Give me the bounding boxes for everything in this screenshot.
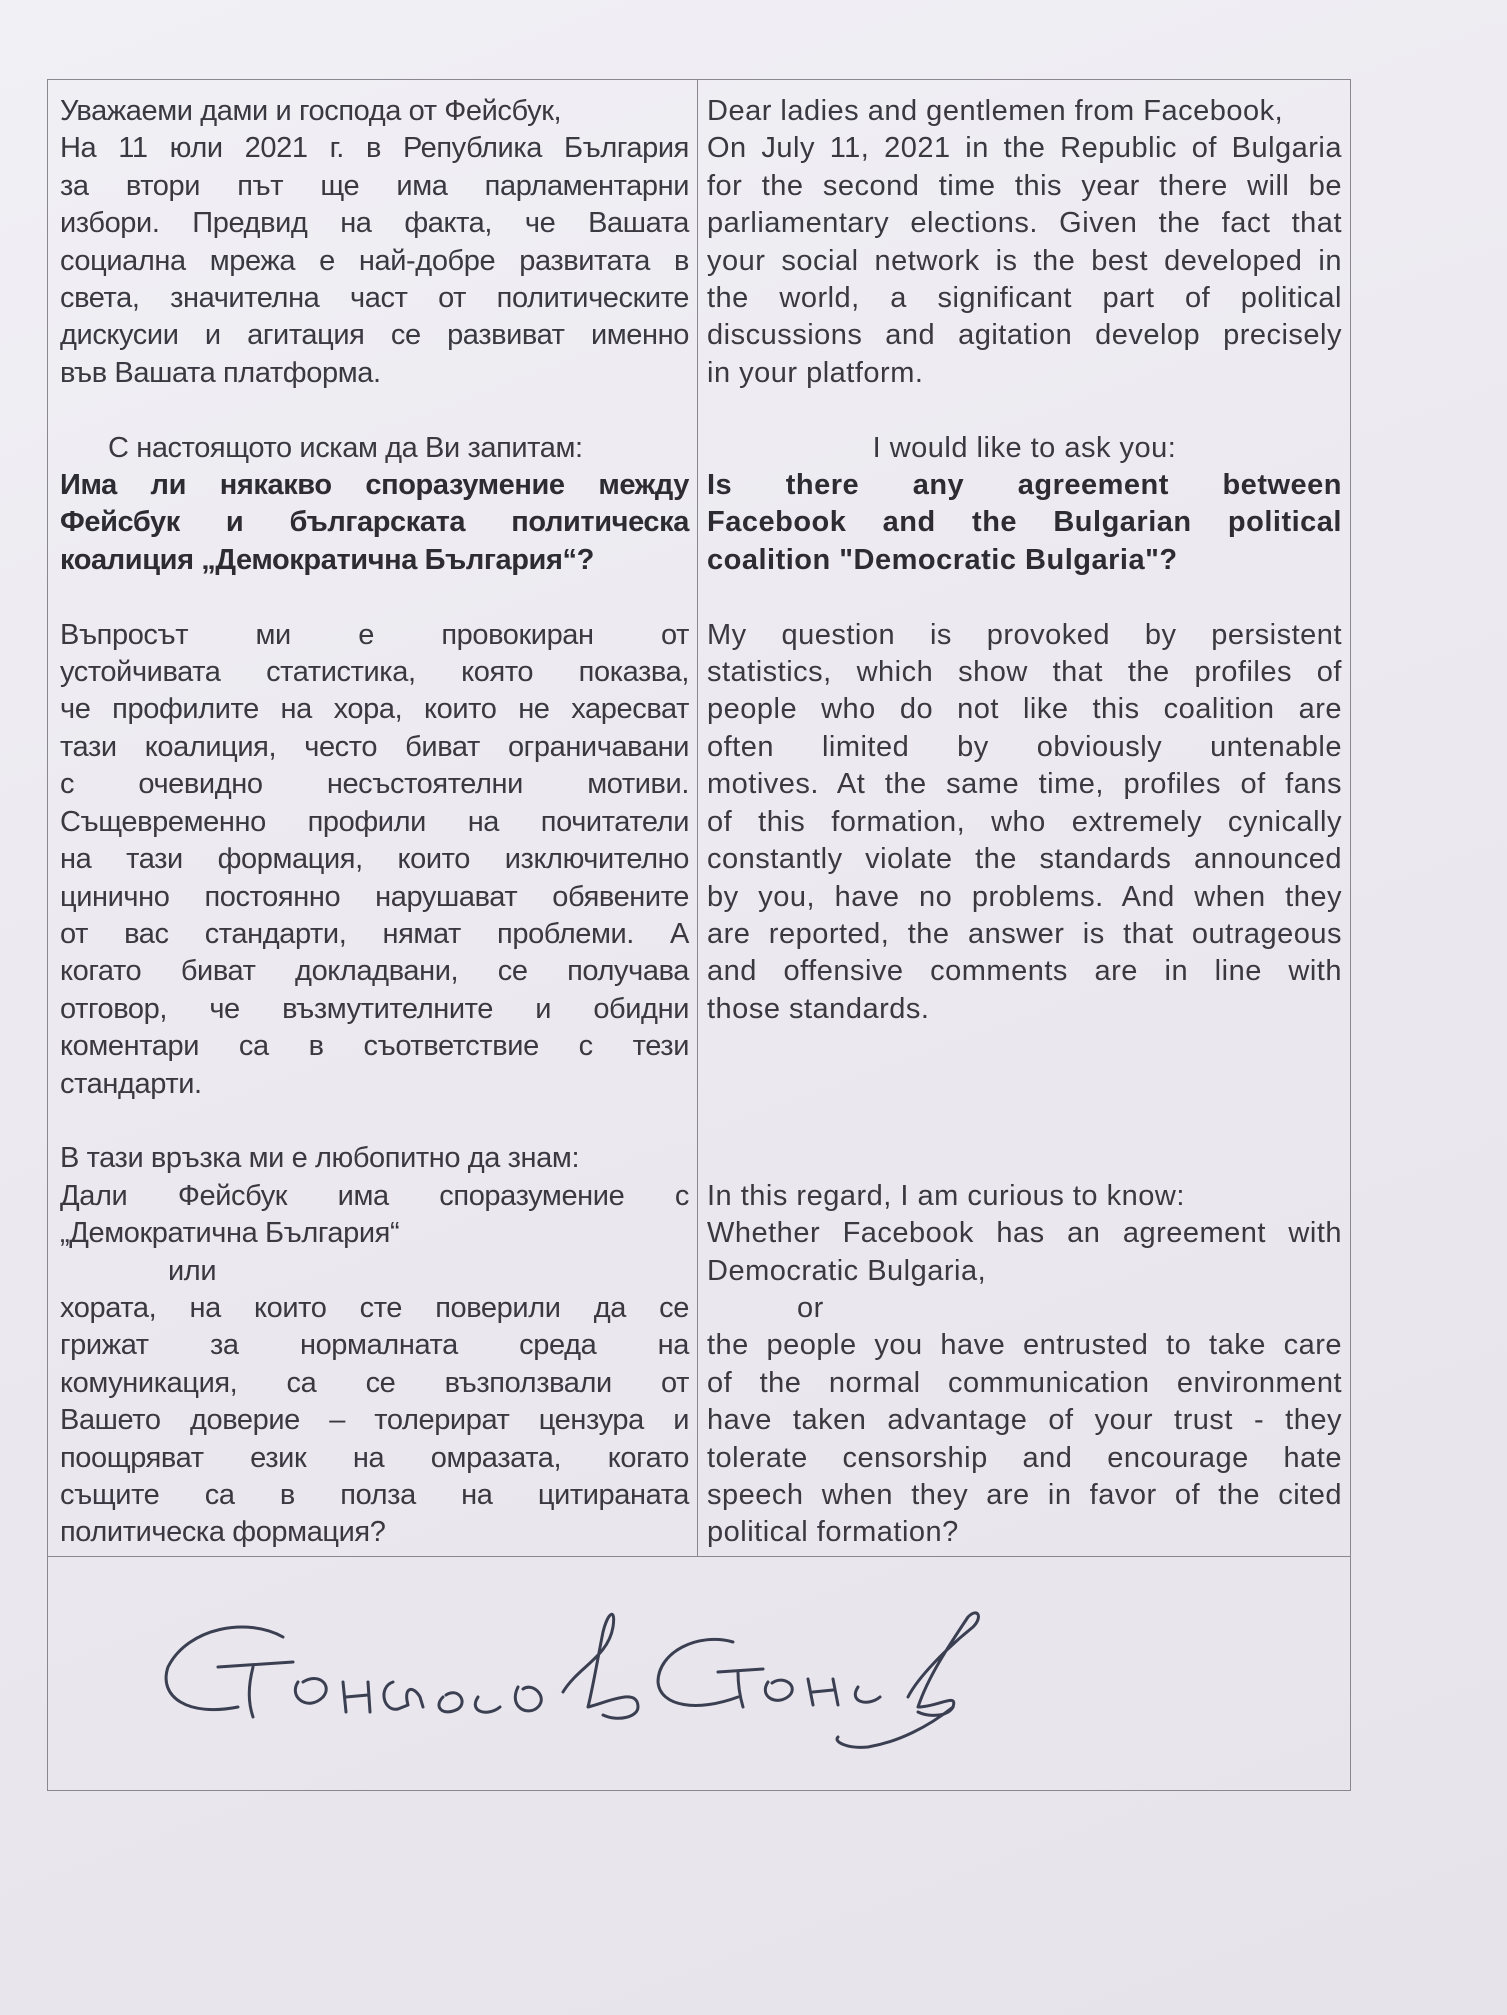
bg-body-line: че профилите на хора, които не харесват — [60, 693, 689, 726]
en-question-line: Is there any agreement between — [707, 469, 1342, 502]
en-closing-line: speech when they are in favor of the cited — [707, 1478, 1342, 1511]
bg-body-line: коментари са в съответствие с тези — [60, 1030, 689, 1063]
bulgarian-column — [48, 80, 698, 1556]
bg-body-line: когато биват докладвани, се получава — [60, 955, 689, 988]
bg-closing-line: В тази връзка ми е любопитно да знам: — [60, 1142, 580, 1175]
spacer — [707, 1066, 1342, 1103]
bg-ask-line: С настоящото искам да Ви запитам: — [108, 431, 583, 464]
handwritten-signature — [48, 1557, 1350, 1790]
en-intro-line: the world, a significant part of political — [707, 282, 1342, 315]
en-closing-paragraph — [707, 1178, 1342, 1552]
en-or-line: or — [797, 1291, 824, 1324]
en-intro-line: your social network is the best developed in — [707, 244, 1342, 277]
en-question-line: coalition "Democratic Bulgaria"? — [707, 543, 1178, 576]
bg-closing-line: политическа формация? — [60, 1516, 386, 1549]
bg-intro-line: Уважаеми дами и господа от Фейсбук, — [60, 95, 562, 127]
en-intro-line: discussions and agitation develop precisely — [707, 319, 1342, 352]
en-intro-line: in your platform. — [707, 356, 924, 389]
en-body-line: and offensive comments are in line with — [707, 955, 1342, 988]
bg-intro-line: за втори път ще има парламентарни — [60, 169, 689, 202]
spacer — [60, 392, 689, 429]
en-closing-line: have taken advantage of your trust - they — [707, 1404, 1342, 1437]
en-intro-line: parliamentary elections. Given the fact that — [707, 207, 1342, 240]
bg-body-line: отговор, че възмутителните и обидни — [60, 992, 689, 1025]
en-body-line: people who do not like this coalition are — [707, 693, 1342, 726]
signature-row — [48, 1557, 1350, 1790]
en-body-line: those standards. — [707, 992, 930, 1025]
en-question-line: Facebook and the Bulgarian political — [707, 506, 1342, 539]
en-body-line: of this formation, who extremely cynically — [707, 805, 1342, 838]
spacer — [707, 1103, 1342, 1140]
bg-body-line: устойчивата статистика, която показва, — [60, 656, 689, 689]
en-intro-paragraph — [707, 93, 1342, 392]
bg-body-line: с очевидно несъстоятелни мотиви. — [60, 768, 689, 801]
bg-closing-line: Дали Фейсбук има споразумение с — [60, 1179, 689, 1212]
bg-body-line: на тази формация, които изключително — [60, 843, 689, 876]
bg-closing-line: комуникация, са се възползвали от — [60, 1366, 689, 1399]
bg-closing-line: Вашето доверие – толерират цензура и — [60, 1404, 689, 1437]
en-closing-line: Whether Facebook has an agreement with — [707, 1217, 1342, 1250]
bg-body-paragraph — [60, 617, 689, 1103]
en-body-line: motives. At the same time, profiles of fans — [707, 768, 1342, 801]
bg-closing-line: „Демократична България“ — [60, 1217, 400, 1250]
bg-question-line: коалиция „Демократична България“? — [60, 543, 594, 576]
english-column — [698, 80, 1350, 1556]
en-body-line: often limited by obviously untenable — [707, 730, 1342, 763]
bg-question-paragraph — [60, 467, 689, 579]
bg-or-line: или — [168, 1254, 217, 1287]
en-closing-line: of the normal communication environment — [707, 1366, 1342, 1399]
en-intro-line: Dear ladies and gentlemen from Facebook, — [707, 95, 1284, 127]
bg-closing-line: поощряват език на омразата, когато — [60, 1441, 689, 1474]
bg-intro-line: света, значителна част от политическите — [60, 282, 689, 315]
en-closing-line: tolerate censorship and encourage hate — [707, 1441, 1342, 1474]
en-body-paragraph — [707, 617, 1342, 1028]
en-ask-line: I would like to ask you: — [872, 431, 1177, 464]
en-closing-line: political formation? — [707, 1516, 959, 1549]
spacer — [60, 579, 689, 616]
spacer — [707, 1140, 1342, 1177]
en-closing-line: the people you have entrusted to take care — [707, 1329, 1342, 1362]
bilingual-letter-table — [47, 79, 1351, 1791]
spacer — [60, 1103, 689, 1140]
bg-body-line: Същевременно профили на почитатели — [60, 805, 689, 838]
bg-body-line: тази коалиция, често биват ограничавани — [60, 730, 689, 763]
letter-text-row — [48, 80, 1350, 1557]
spacer — [707, 579, 1342, 616]
bg-closing-paragraph — [60, 1140, 689, 1551]
bg-question-line: Има ли някакво споразумение между — [60, 469, 689, 502]
spacer — [707, 392, 1342, 429]
en-body-line: statistics, which show that the profiles of — [707, 656, 1342, 689]
en-question-paragraph — [707, 467, 1342, 579]
en-closing-line: Democratic Bulgaria, — [707, 1254, 987, 1287]
bg-body-line: стандарти. — [60, 1067, 202, 1100]
en-body-line: are reported, the answer is that outrageous — [707, 917, 1342, 950]
bg-intro-line: социална мрежа е най-добре развитата в — [60, 244, 689, 277]
bg-question-line: Фейсбук и българската политическа — [60, 506, 689, 539]
en-intro-line: for the second time this year there will be — [707, 169, 1342, 202]
en-closing-line: In this regard, I am curious to know: — [707, 1179, 1185, 1212]
bg-body-line: Въпросът ми е провокиран от — [60, 618, 689, 651]
en-body-line: constantly violate the standards announced — [707, 843, 1342, 876]
bg-intro-paragraph — [60, 93, 689, 392]
bg-body-line: от вас стандарти, нямат проблеми. А — [60, 917, 689, 950]
bg-body-line: цинично постоянно нарушават обявените — [60, 880, 689, 913]
en-body-line: My question is provoked by persistent — [707, 618, 1342, 651]
bg-closing-line: грижат за нормалната среда на — [60, 1329, 689, 1362]
bg-intro-line: избори. Предвид на факта, че Вашата — [60, 207, 689, 240]
bg-intro-line: дискусии и агитация се развиват именно — [60, 319, 689, 352]
bg-closing-line: хората, на които сте поверили да се — [60, 1291, 689, 1324]
bg-intro-line: във Вашата платформа. — [60, 356, 381, 389]
spacer — [707, 1028, 1342, 1065]
bg-intro-line: На 11 юли 2021 г. в Република България — [60, 132, 689, 165]
en-intro-line: On July 11, 2021 in the Republic of Bulgaria — [707, 132, 1342, 165]
bg-closing-line: същите са в полза на цитираната — [60, 1478, 689, 1511]
en-body-line: by you, have no problems. And when they — [707, 880, 1342, 913]
